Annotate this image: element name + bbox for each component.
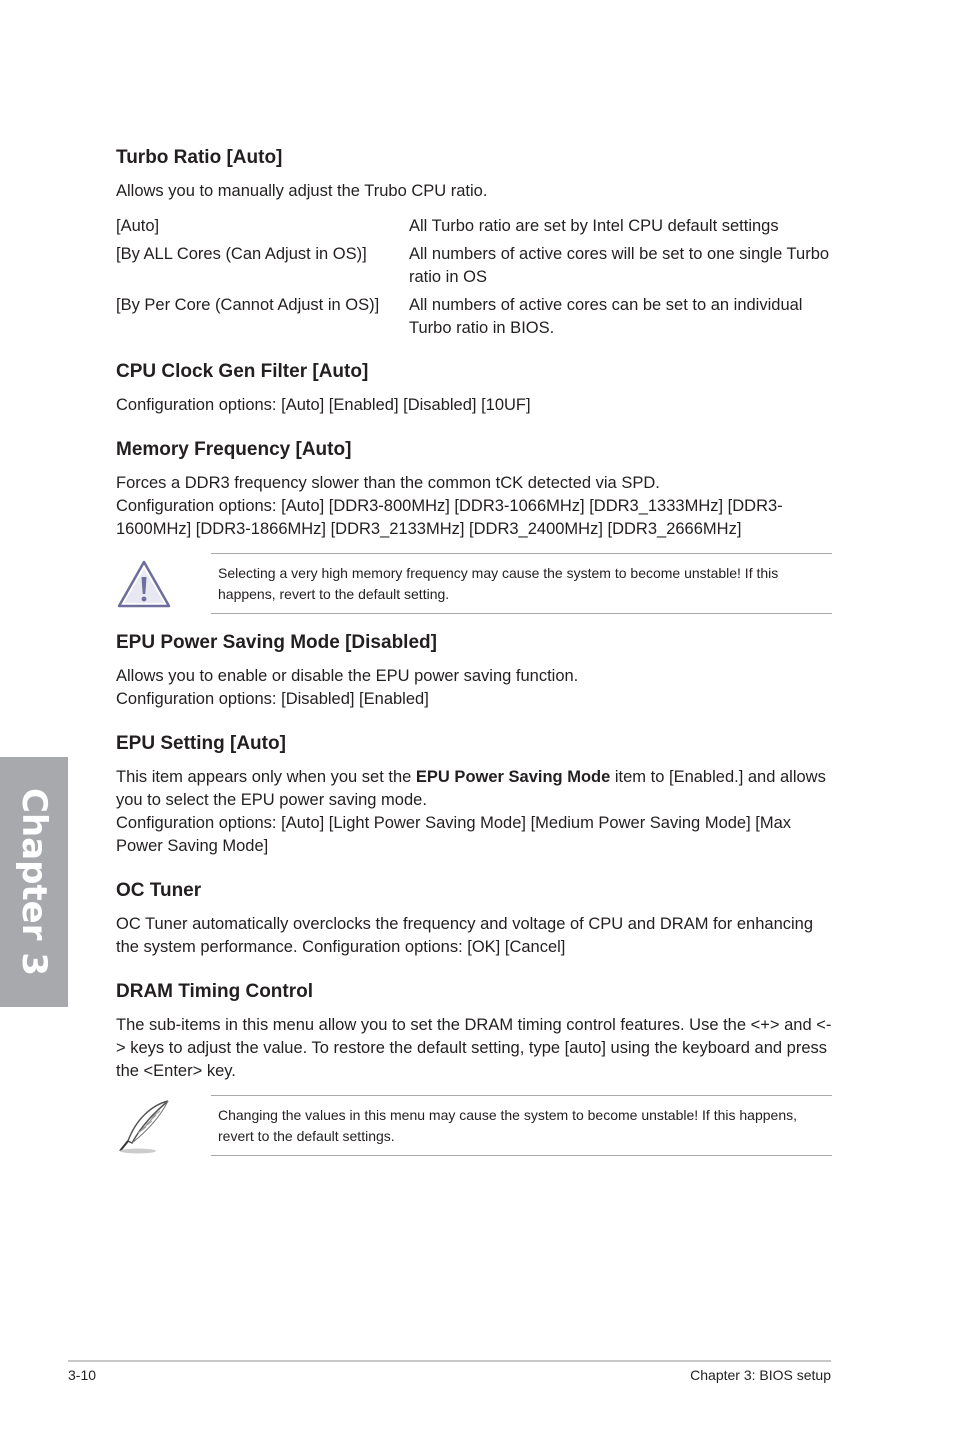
- section-cpu-clock-gen: [116, 359, 832, 417]
- option-value: All Turbo ratio are set by Intel CPU default settings: [409, 217, 779, 235]
- chapter-tab: [0, 757, 68, 1007]
- footer-divider: [68, 1360, 831, 1362]
- section-turbo-ratio: [116, 145, 832, 345]
- section-title: Memory Frequency [Auto]: [116, 439, 352, 460]
- option-key: [Auto]: [116, 217, 160, 235]
- section-desc: Forces a DDR3 frequency slower than the common tCK detected via SPD.: [116, 474, 660, 492]
- warning-text: Selecting a very high memory frequency may cause the system to become unstable! If this happens, revert to the default setting.: [211, 553, 832, 614]
- section-epu-setting: [116, 731, 832, 858]
- page-content: [116, 145, 832, 1172]
- section-options: Configuration options: [Auto] [Light Power Saving Mode] [Medium Power Saving Mode] [Max Power Saving Mode]: [116, 814, 792, 855]
- option-key: [By Per Core (Cannot Adjust in OS)]: [116, 296, 380, 314]
- section-desc: OC Tuner automatically overclocks the frequency and voltage of CPU and DRAM for enhancing the system performance. Configuration options: [OK] [Cancel]: [116, 915, 814, 956]
- section-desc: Configuration options: [Auto] [Enabled] [Disabled] [10UF]: [116, 396, 531, 414]
- section-desc: Allows you to manually adjust the Trubo CPU ratio.: [116, 182, 488, 200]
- option-value: All numbers of active cores will be set to one single Turbo ratio in OS: [409, 245, 830, 286]
- section-oc-tuner: [116, 878, 832, 959]
- section-title: Turbo Ratio [Auto]: [116, 147, 283, 168]
- info-note: [116, 1095, 832, 1156]
- option-table: [116, 215, 832, 345]
- section-title: CPU Clock Gen Filter [Auto]: [116, 361, 369, 382]
- page-number: 3-10: [68, 1367, 97, 1383]
- section-options: Configuration options: [Auto] [DDR3-800MHz] [DDR3-1066MHz] [DDR3_1333MHz] [DDR3-1600MHz] [DDR3-1866MHz] [DDR3_2133MHz] [DDR3_2400MHz] [DDR3_2666MHz]: [116, 497, 783, 538]
- section-epu-power-saving-mode: [116, 630, 832, 711]
- section-title: EPU Setting [Auto]: [116, 733, 286, 754]
- desc-text: item to [Enabled.] and allows you to select the EPU power saving mode.: [116, 768, 826, 809]
- note-text: Changing the values in this menu may cause the system to become unstable! If this happens, revert to the default settings.: [211, 1095, 832, 1156]
- desc-text: This item appears only when you set the: [116, 768, 416, 786]
- section-title: DRAM Timing Control: [116, 981, 314, 1002]
- warning-icon: [116, 559, 211, 609]
- section-memory-frequency: [116, 437, 832, 541]
- option-key: [By ALL Cores (Can Adjust in OS)]: [116, 245, 367, 263]
- chapter-tab-label: Chapter 3: [14, 787, 54, 977]
- section-title: EPU Power Saving Mode [Disabled]: [116, 632, 437, 653]
- section-desc: [116, 766, 832, 812]
- feather-pen-icon: [116, 1097, 211, 1155]
- section-title: OC Tuner: [116, 880, 202, 901]
- option-value: All numbers of active cores can be set to an individual Turbo ratio in BIOS.: [409, 296, 803, 337]
- section-dram-timing: [116, 979, 832, 1083]
- section-desc: Allows you to enable or disable the EPU power saving function.: [116, 667, 579, 685]
- desc-bold-term: EPU Power Saving Mode: [415, 768, 611, 786]
- footer-chapter-title: Chapter 3: BIOS setup: [690, 1367, 831, 1383]
- section-options: Configuration options: [Disabled] [Enabled]: [116, 690, 429, 708]
- warning-note: [116, 553, 832, 614]
- section-desc: The sub-items in this menu allow you to set the DRAM timing control features. Use the <+> and <-> keys to adjust the value. To restore the default setting, type [auto] using the keyboard and press the <Enter> key.: [116, 1016, 832, 1080]
